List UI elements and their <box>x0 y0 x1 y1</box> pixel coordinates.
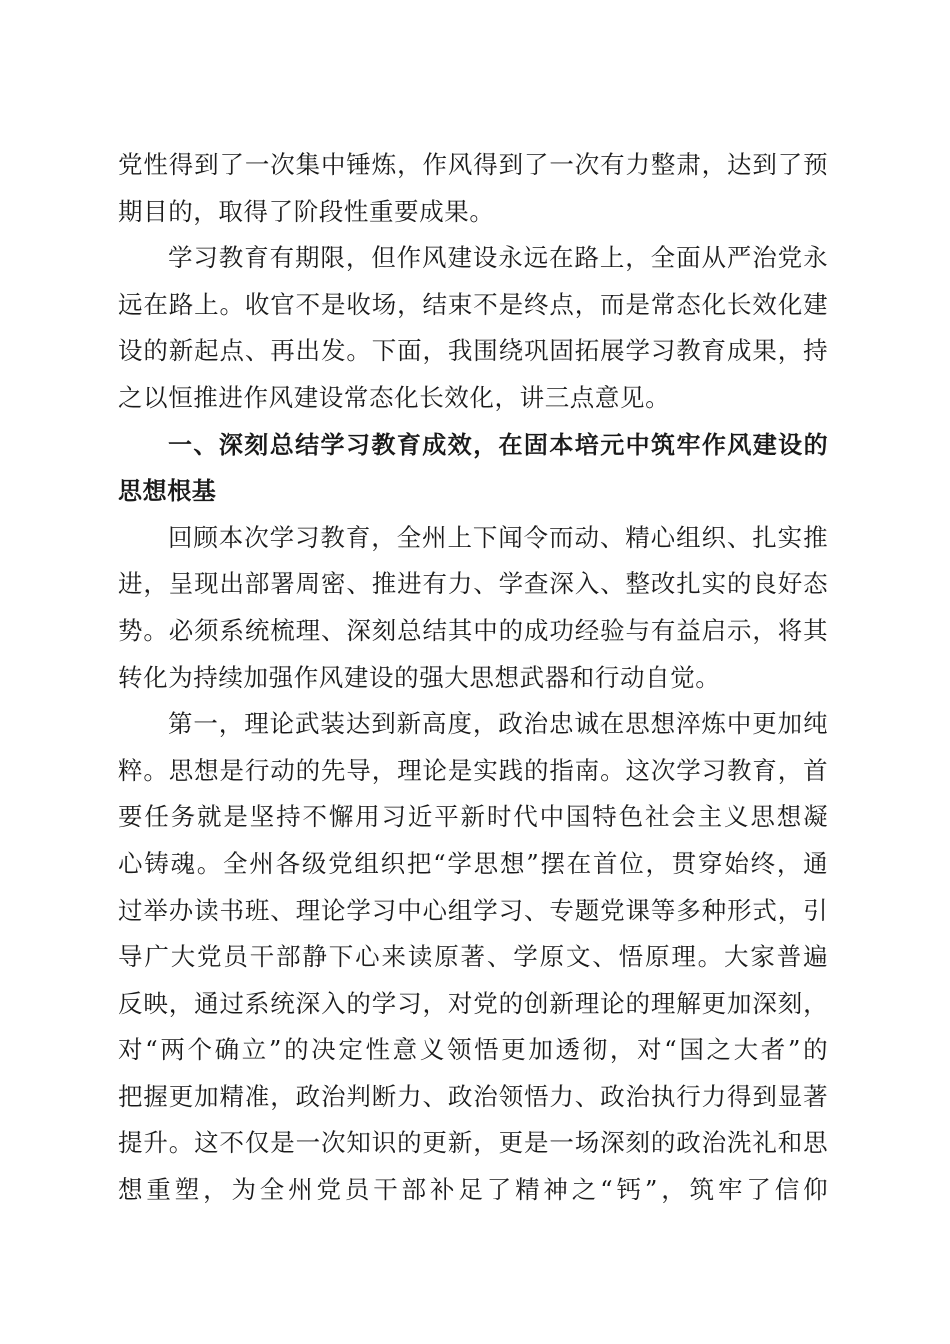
paragraph-line: 过举办读书班、理论学习中心组学习、专题党课等多种形式，引 <box>118 895 828 925</box>
paragraph-line: 之以恒推进作风建设常态化长效化，讲三点意见。 <box>118 382 671 412</box>
section-heading-line: 一、深刻总结学习教育成效，在固本培元中筑牢作风建设的 <box>168 430 828 459</box>
paragraph-line: 远在路上。收官不是收场，结束不是终点，而是常态化长效化建 <box>118 289 828 319</box>
paragraph-line: 党性得到了一次集中锤炼，作风得到了一次有力整肃，达到了预 <box>118 150 828 179</box>
paragraph-line: 转化为持续加强作风建设的强大思想武器和行动自觉。 <box>118 662 721 692</box>
document-body <box>118 142 828 1214</box>
paragraph-line: 反映，通过系统深入的学习，对党的创新理论的理解更加深刻， <box>118 988 828 1018</box>
document-page <box>118 142 828 1214</box>
paragraph-line: 对“两个确立”的决定性意义领悟更加透彻，对“国之大者”的 <box>118 1035 828 1065</box>
paragraph-line: 把握更加精准，政治判断力、政治领悟力、政治执行力得到显著 <box>118 1081 828 1111</box>
paragraph-line: 要任务就是坚持不懈用习近平新时代中国特色社会主义思想凝 <box>118 802 828 832</box>
paragraph-line: 回顾本次学习教育，全州上下闻令而动、精心组织、扎实推 <box>168 522 828 552</box>
paragraph-line: 势。必须系统梳理、深刻总结其中的成功经验与有益启示，将其 <box>118 615 828 645</box>
paragraph-line: 导广大党员干部静下心来读原著、学原文、悟原理。大家普遍 <box>118 942 828 972</box>
paragraph-line: 第一，理论武装达到新高度，政治忠诚在思想淬炼中更加纯 <box>168 709 828 739</box>
paragraph-line: 提升。这不仅是一次知识的更新，更是一场深刻的政治洗礼和思 <box>118 1128 828 1158</box>
paragraph-line: 想重塑，为全州党员干部补足了精神之“钙”，筑牢了信仰 <box>118 1175 828 1205</box>
paragraph-line: 粹。思想是行动的先导，理论是实践的指南。这次学习教育，首 <box>118 755 828 785</box>
paragraph-line: 进，呈现出部署周密、推进有力、学查深入、整改扎实的良好态 <box>118 569 828 599</box>
section-heading-line: 思想根基 <box>118 477 217 506</box>
paragraph-line: 心铸魂。全州各级党组织把“学思想”摆在首位，贯穿始终，通 <box>118 848 828 878</box>
paragraph-line: 学习教育有期限，但作风建设永远在路上，全面从严治党永 <box>168 243 828 273</box>
paragraph-line: 期目的，取得了阶段性重要成果。 <box>118 196 495 226</box>
paragraph-line: 设的新起点、再出发。下面，我围绕巩固拓展学习教育成果，持 <box>118 336 828 366</box>
